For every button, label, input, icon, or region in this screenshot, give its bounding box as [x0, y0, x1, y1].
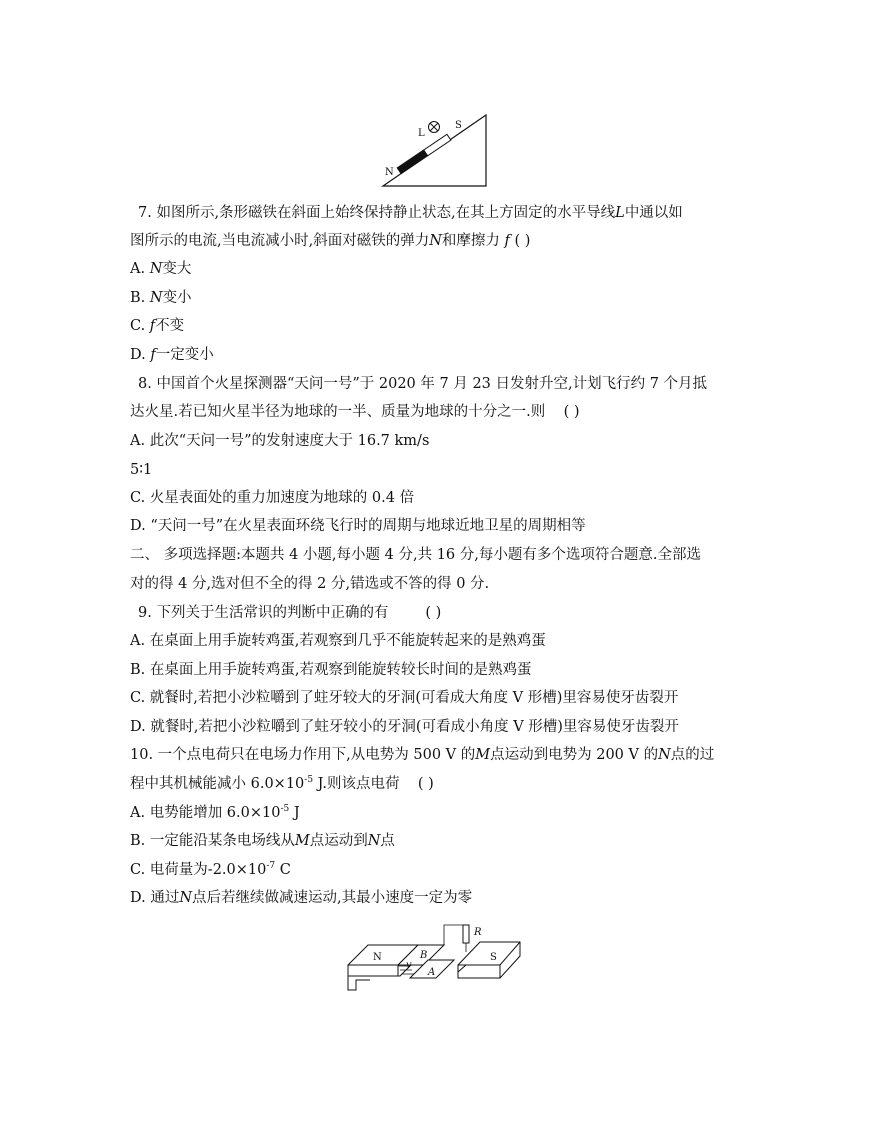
answer-paren: ( ) — [514, 233, 531, 249]
section2-heading-line2: 对的得 4 分,选对但不全的得 2 分,错选或不答的得 0 分. — [130, 576, 490, 592]
answer-paren: ( ) — [425, 605, 442, 621]
answer-paren: ( ) — [563, 404, 580, 420]
q10-stem-line2: 程中其机械能减小 $6.0\times 10^{-5}$ J.则该点电荷 ( ) — [130, 775, 434, 792]
label-n: N — [385, 167, 394, 178]
q9-option-a: A. 在桌面上用手旋转鸡蛋,若观察到几乎不能旋转起来的是熟鸡蛋 — [130, 633, 546, 649]
answer-paren: ( ) — [417, 776, 434, 792]
q8-stem-line2: 达火星.若已知火星半径为地球的一半、质量为地球的十分之一.则 ( ) — [130, 404, 580, 420]
q7-option-d: D. f一定变小 — [130, 347, 214, 363]
q7-option-c: C. f不变 — [130, 318, 185, 334]
q8-option-a: A. 此次“天问一号”的发射速度大于 16.7 km/s — [130, 433, 430, 449]
magnet-plates-figure — [340, 920, 540, 995]
section2-heading-line1: 二、 多项选择题:本题共 4 小题,每小题 4 分,共 16 分,每小题有多个选项符合题意.全部选 — [130, 547, 701, 563]
q9-option-c: C. 就餐时,若把小沙粒嚼到了蛀牙较大的牙洞(可看成大角度 V 形槽)里容易使牙齿裂开 — [130, 690, 679, 706]
q7-option-b: B. N变小 — [130, 290, 192, 306]
q7-stem-line1: 7. 如图所示,条形磁铁在斜面上始终保持静止状态,在其上方固定的水平导线L中通以如 — [138, 205, 683, 221]
label-a: A — [428, 967, 436, 978]
q8-option-c: C. 火星表面处的重力加速度为地球的 0.4 倍 — [130, 490, 415, 506]
label-s: S — [490, 952, 497, 963]
label-r: R — [474, 927, 482, 938]
q9-option-d: D. 就餐时,若把小沙粒嚼到了蛀牙较小的牙洞(可看成小角度 V 形槽)里容易使牙齿裂开 — [130, 719, 679, 735]
q8-option-b: 5∶1 — [130, 462, 153, 478]
q10-option-b: B. 一定能沿某条电场线从M点运动到N点 — [130, 833, 395, 849]
q10-stem-line1: 10. 一个点电荷只在电场力作用下,从电势为 500 V 的M点运动到电势为 200 V 的N点的过 — [130, 747, 715, 763]
incline-magnet-figure — [380, 110, 490, 190]
q9-stem: 9. 下列关于生活常识的判断中正确的有 ( ) — [138, 605, 442, 621]
label-v: v — [406, 960, 412, 971]
q7-stem-line2: 图所示的电流,当电流减小时,斜面对磁铁的弹力N和摩擦力 f ( ) — [130, 233, 531, 249]
q10-option-d: D. 通过N点后若继续做减速运动,其最小速度一定为零 — [130, 890, 473, 906]
label-s: S — [455, 120, 462, 131]
q9-option-b: B. 在桌面上用手旋转鸡蛋,若观察到能旋转较长时间的是熟鸡蛋 — [130, 662, 532, 678]
q7-option-a: A. N变大 — [130, 261, 192, 277]
label-b: B — [420, 950, 428, 961]
label-l: L — [418, 128, 425, 139]
q10-option-a: A. 电势能增加 $6.0\times 10^{-5}$ J — [130, 804, 300, 821]
q8-option-d: D. “天问一号”在火星表面环绕飞行时的周期与地球近地卫星的周期相等 — [130, 518, 586, 534]
q10-option-c: C. 电荷量为$-2.0\times 10^{-7}$ C — [130, 861, 291, 878]
q8-stem-line1: 8. 中国首个火星探测器“天问一号”于 2020 年 7 月 23 日发射升空,计划飞行约 7 个月抵 — [138, 376, 708, 392]
label-n: N — [373, 952, 382, 963]
